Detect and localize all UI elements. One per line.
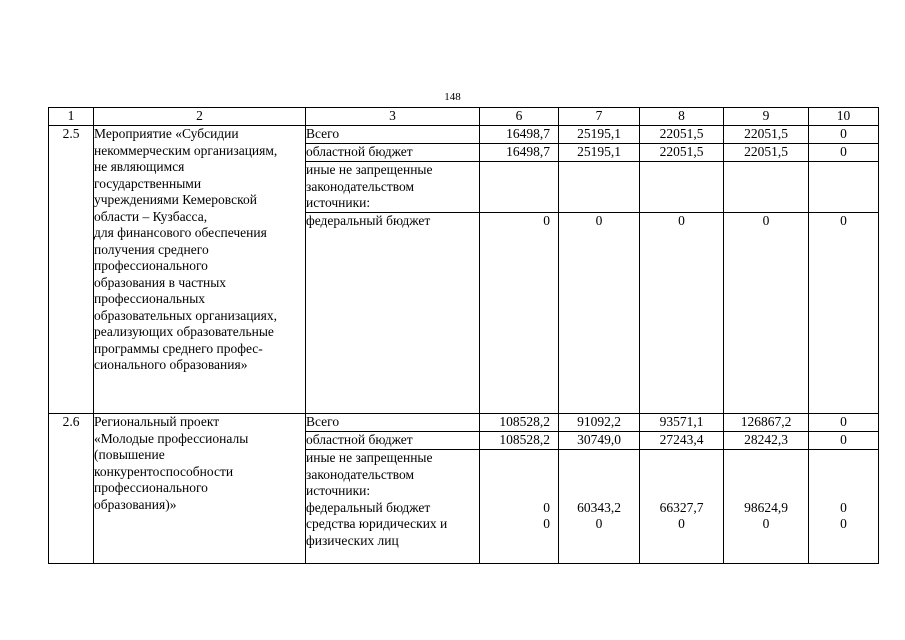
value (724, 467, 808, 484)
funding-source-line: физических лиц (306, 532, 399, 548)
value (640, 483, 723, 500)
value-cell (559, 450, 640, 564)
value-cell (480, 414, 559, 432)
value-cell (809, 213, 879, 414)
value-cell (640, 432, 724, 450)
value-cell (724, 144, 809, 162)
value: 60343,2 (577, 499, 621, 515)
table-row (49, 126, 879, 144)
value (809, 533, 878, 550)
header-cell: 1 (49, 108, 94, 126)
value: 66327,7 (659, 499, 704, 515)
value (809, 450, 878, 467)
value: 22051,5 (744, 144, 788, 159)
value: 0 (543, 213, 550, 228)
value (724, 450, 808, 467)
value-cell (640, 162, 724, 213)
value (809, 467, 878, 484)
table-row (49, 414, 879, 432)
header-row (49, 108, 879, 126)
value: 91092,2 (577, 414, 621, 429)
value-cell (480, 126, 559, 144)
value (480, 450, 550, 467)
value-cell (480, 144, 559, 162)
value (480, 162, 550, 179)
value (559, 467, 639, 484)
value: 126867,2 (740, 414, 792, 429)
funding-source-line: источники: (306, 195, 371, 210)
activity-name-line: реализующих образовательные (94, 324, 274, 339)
value-cell (640, 414, 724, 432)
value-cell (809, 126, 879, 144)
value-cell (724, 213, 809, 414)
activity-name-line: Региональный проект (94, 414, 220, 429)
value-cell (724, 450, 809, 564)
value: 0 (840, 516, 847, 531)
value-cell (809, 450, 879, 564)
value (724, 533, 808, 550)
activity-name-line: профессионального (94, 480, 208, 495)
value-cell (809, 144, 879, 162)
funding-source-line: Всего (306, 414, 340, 429)
header-cell: 10 (809, 108, 879, 126)
value (480, 467, 550, 484)
activity-name-line: государственными (94, 175, 202, 191)
funding-source-line: областной бюджет (306, 144, 413, 159)
activity-name-line: не являющимся (94, 159, 185, 174)
value: 22051,5 (659, 126, 704, 141)
value-cell (640, 450, 724, 564)
value: 0 (678, 213, 685, 228)
header-cell: 2 (94, 108, 306, 126)
value: 93571,1 (659, 414, 704, 429)
activity-name-line: Мероприятие «Субсидии (94, 126, 239, 141)
header-cell: 7 (559, 108, 640, 126)
activity-name-line: для финансового обеспечения (94, 225, 267, 240)
value-cell (809, 414, 879, 432)
value: 0 (678, 516, 685, 531)
activity-name-line: образования в частных (94, 274, 227, 290)
activity-name-line: области – Кузбасса, (94, 208, 208, 224)
value: 0 (543, 516, 550, 531)
value-cell (559, 414, 640, 432)
activity-name (94, 126, 306, 414)
funding-source (306, 450, 480, 564)
value: 0 (762, 213, 770, 228)
activity-name-line: сионального образования» (94, 357, 248, 372)
value: 0 (595, 516, 603, 531)
value (640, 533, 723, 550)
funding-source (306, 414, 480, 432)
funding-source (306, 162, 480, 213)
value (724, 162, 808, 179)
value-cell (480, 162, 559, 213)
page-number: 148 (444, 91, 461, 103)
value: 0 (840, 213, 847, 228)
value: 0 (840, 432, 847, 447)
value: 16498,7 (506, 126, 550, 141)
activity-name-line: конкурентоспособности (94, 463, 234, 479)
funding-source-line: законодательством (306, 178, 415, 194)
value: 28242,3 (744, 432, 788, 447)
value: 0 (840, 414, 847, 429)
funding-source-line: средства юридических и (306, 516, 448, 531)
activity-name (94, 414, 306, 564)
value-cell (559, 144, 640, 162)
funding-source-line: иные не запрещенные (306, 450, 433, 465)
value (640, 450, 723, 467)
value-cell (809, 432, 879, 450)
value: 16498,7 (506, 144, 550, 159)
header-cell: 9 (724, 108, 809, 126)
activity-name-line: образовательных организациях, (94, 307, 277, 323)
funding-source (306, 126, 480, 144)
value (480, 483, 550, 500)
value: 27243,4 (659, 432, 704, 447)
activity-name-line: профессионального (94, 258, 208, 273)
value: 0 (762, 516, 770, 531)
funding-source (306, 432, 480, 450)
activity-name-line: образования)» (94, 496, 177, 512)
value (640, 467, 723, 484)
value-cell (809, 162, 879, 213)
value-cell (724, 432, 809, 450)
funding-source-line: федеральный бюджет (306, 213, 431, 228)
header-cell: 8 (640, 108, 724, 126)
activity-name-line: профессиональных (94, 291, 206, 306)
value: 25195,1 (577, 144, 621, 159)
value (559, 162, 639, 179)
value: 108528,2 (499, 414, 550, 429)
funding-source-line: областной бюджет (306, 432, 413, 447)
budget-table (48, 107, 879, 564)
value: 30749,0 (577, 432, 621, 447)
value-cell (640, 126, 724, 144)
value: 25195,1 (577, 126, 621, 141)
value-cell (480, 213, 559, 414)
funding-source-line: законодательством (306, 466, 415, 482)
value: 0 (595, 213, 603, 228)
value-cell (559, 432, 640, 450)
value-cell (640, 144, 724, 162)
funding-source-line: федеральный бюджет (306, 499, 431, 515)
row-number: 2.6 (49, 414, 94, 564)
value: 0 (543, 499, 550, 515)
value: 22051,5 (744, 126, 788, 141)
value-cell (480, 432, 559, 450)
header-cell: 3 (306, 108, 480, 126)
funding-source (306, 144, 480, 162)
value (480, 533, 550, 550)
activity-name-line: получения среднего (94, 241, 209, 257)
row-number: 2.5 (49, 126, 94, 414)
activity-name-line: программы среднего профес- (94, 340, 263, 356)
value (640, 162, 723, 179)
funding-source-line: источники: (306, 483, 371, 498)
value (559, 450, 639, 467)
value (559, 533, 639, 550)
activity-name-line: учреждениями Кемеровской (94, 192, 257, 207)
value (809, 483, 878, 500)
funding-source-line: иные не запрещенные (306, 162, 433, 177)
value: 108528,2 (499, 432, 550, 447)
value-cell (724, 414, 809, 432)
value: 0 (840, 126, 847, 141)
value-cell (724, 126, 809, 144)
header-cell: 6 (480, 108, 559, 126)
funding-source-line: Всего (306, 126, 340, 141)
value-cell (480, 450, 559, 564)
value: 98624,9 (744, 499, 788, 515)
value-cell (559, 162, 640, 213)
value: 0 (840, 144, 847, 159)
value-cell (640, 213, 724, 414)
value (559, 483, 639, 500)
funding-source (306, 213, 480, 414)
value-cell (724, 162, 809, 213)
value: 0 (840, 499, 847, 515)
value (724, 483, 808, 500)
activity-name-line: «Молодые профессионалы (94, 430, 249, 446)
value-cell (559, 126, 640, 144)
value: 22051,5 (659, 144, 704, 159)
value (809, 162, 878, 179)
value-cell (559, 213, 640, 414)
activity-name-line: некоммерческим организациям, (94, 142, 278, 158)
activity-name-line: (повышение (94, 447, 165, 462)
